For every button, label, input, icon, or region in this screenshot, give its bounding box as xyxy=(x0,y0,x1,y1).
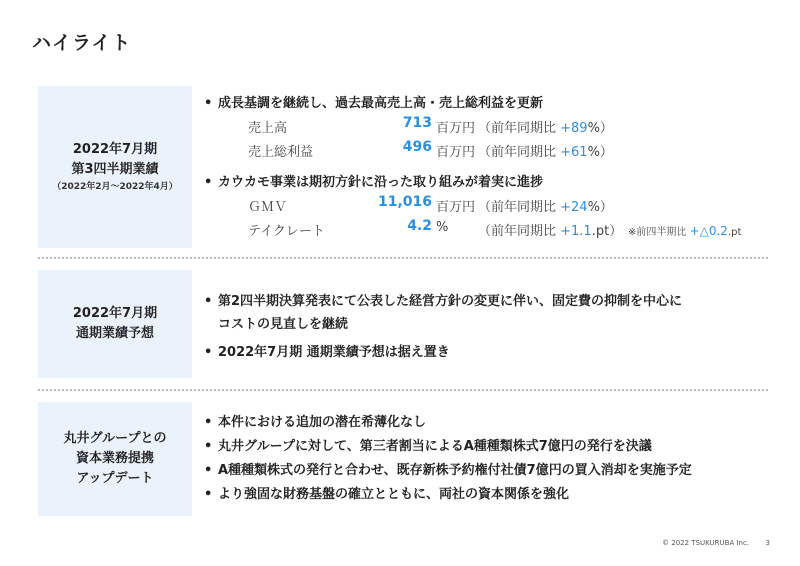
metric-unit: % xyxy=(436,220,449,235)
copyright: © 2022 TSUKURUBA Inc. xyxy=(662,539,750,547)
bullet-item xyxy=(204,411,426,430)
section-label-marui-alliance xyxy=(38,402,192,516)
metric-unit: 百万円 xyxy=(436,200,476,215)
footer xyxy=(662,539,770,547)
metric-value: 4.2 xyxy=(407,218,432,234)
label-line: 丸井グループとの xyxy=(63,431,167,446)
metric-name: 売上総利益 xyxy=(248,145,314,160)
metric-value: 496 xyxy=(402,139,432,155)
bullet-item xyxy=(204,341,450,360)
metric-comparison: （前年同期比 +89%） xyxy=(478,121,613,136)
bullet-text: 成長基調を継続し、過去最高売上高・売上総利益を更新 xyxy=(218,96,544,111)
metric-name: テイクレート xyxy=(248,224,325,239)
bullet-text: 第2四半期決算発表にて公表した経営方針の変更に伴い、固定費の抑制を中心に xyxy=(218,294,683,309)
page-title: ハイライト xyxy=(32,32,132,54)
bullet-dot-icon: • xyxy=(204,415,213,430)
label-line: 2022年7月期 xyxy=(72,142,158,157)
bullet-text: A種種類株式の発行と合わせ、既存新株予約権付社債7億円の買入消却を実施予定 xyxy=(218,463,692,478)
bullet-text: より強固な財務基盤の確立とともに、両社の資本関係を強化 xyxy=(218,487,570,502)
metric-note: ※前四半期比 +△0.2.pt xyxy=(628,224,742,238)
section-label-forecast xyxy=(38,270,192,378)
label-line: アップデート xyxy=(76,471,154,486)
metric-unit: 百万円 xyxy=(436,145,476,160)
metric-comparison: （前年同期比 +1.1.pt） xyxy=(478,224,623,239)
metric-unit: 百万円 xyxy=(436,121,476,136)
label-sub: （2022年2月～2022年4月） xyxy=(52,182,178,192)
bullet-dot-icon: • xyxy=(204,487,213,502)
label-line: 通期業績予想 xyxy=(75,326,154,341)
section-divider xyxy=(38,257,768,259)
metric-comparison: （前年同期比 +24%） xyxy=(478,200,613,215)
label-line: 2022年7月期 xyxy=(72,306,158,321)
bullet-item xyxy=(204,92,543,111)
label-line: 資本業務提携 xyxy=(75,451,154,466)
bullet-dot-icon: • xyxy=(204,439,213,454)
bullet-item xyxy=(204,459,692,478)
bullet-dot-icon: • xyxy=(204,175,213,190)
bullet-dot-icon: • xyxy=(204,96,213,111)
bullet-item xyxy=(204,171,543,190)
bullet-text: 2022年7月期 通期業績予想は据え置き xyxy=(218,345,450,360)
metric-value: 11,016 xyxy=(377,194,432,210)
metric-name: ＧＭＶ xyxy=(248,200,288,215)
bullet-item xyxy=(204,290,682,309)
metric-name: 売上高 xyxy=(248,121,288,136)
bullet-item xyxy=(204,435,652,454)
bullet-item xyxy=(204,483,569,502)
metric-value: 713 xyxy=(402,115,432,131)
label-line: 第3四半期業績 xyxy=(71,162,159,177)
bullet-dot-icon: • xyxy=(204,345,213,360)
section-label-q3-results xyxy=(38,86,192,248)
page-number: 3 xyxy=(765,539,770,547)
bullet-continuation: コストの見直しを継続 xyxy=(218,317,349,332)
bullet-text: 本件における追加の潜在希薄化なし xyxy=(218,415,427,430)
bullet-dot-icon: • xyxy=(204,294,213,309)
bullet-text: カウカモ事業は期初方針に沿った取り組みが着実に進捗 xyxy=(218,175,544,190)
metric-comparison: （前年同期比 +61%） xyxy=(478,145,613,160)
bullet-dot-icon: • xyxy=(204,463,213,478)
section-divider xyxy=(38,389,768,391)
bullet-text: 丸井グループに対して、第三者割当によるA種種類株式7億円の発行を決議 xyxy=(218,439,652,454)
